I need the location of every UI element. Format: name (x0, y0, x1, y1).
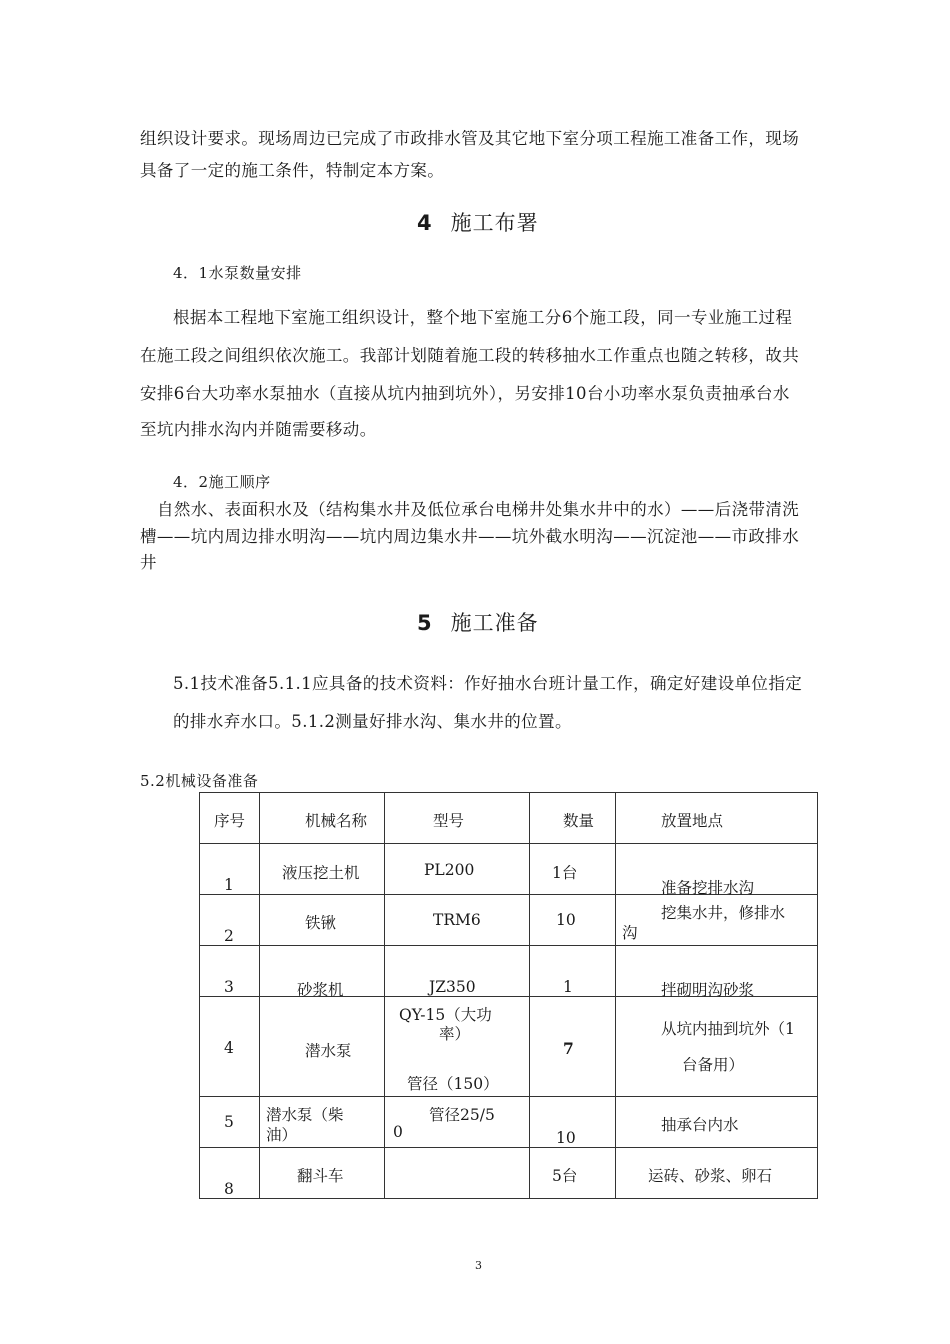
row-5-qty: 10 (556, 1129, 576, 1147)
row-1-name: 液压挖土机 (282, 864, 360, 882)
row-4-qty: 7 (563, 1039, 574, 1058)
section-5-number: 5 (417, 611, 433, 635)
row-4-model-line-2: 率） (439, 1025, 471, 1043)
section-4-title: 施工布署 (450, 211, 539, 235)
sequence-line-1: 自然水、表面积水及（结构集水井及低位承台电梯井处集水井中的水）——后浇带清洗 (157, 500, 800, 519)
paragraph-4-1-line-4: 至坑内排水沟内并随需要移动。 (140, 420, 377, 439)
row-3-place: 拌砌明沟砂浆 (661, 981, 755, 999)
subsection-4-2-label: 4．2施工顺序 (173, 473, 271, 491)
row-4-name: 潜水泵 (305, 1042, 352, 1060)
tech-prep-line-1: 5.1技术准备5.1.1应具备的技术资料：作好抽水台班计量工作，确定好建设单位指定 (173, 674, 803, 693)
row-5-place: 抽承台内水 (661, 1116, 739, 1134)
paragraph-4-1-line-2: 在施工段之间组织依次施工。我部计划随着施工段的转移抽水工作重点也随之转移，故共 (140, 346, 800, 365)
row-4-model-line-1: QY-15（大功 (399, 1006, 492, 1024)
header-model: 型号 (433, 812, 465, 830)
row-1-no: 1 (224, 876, 234, 894)
sequence-line-2: 槽——坑内周边排水明沟——坑内周边集水井——坑外截水明沟——沉淀池——市政排水 (140, 527, 800, 546)
row-5-model-line-1: 管径25/5 (429, 1106, 495, 1124)
header-no: 序号 (214, 812, 246, 830)
row-2-qty: 10 (556, 911, 576, 929)
row-6-qty: 5台 (552, 1167, 578, 1185)
equipment-table (199, 792, 818, 1199)
intro-line-1: 组织设计要求。现场周边已完成了市政排水管及其它地下室分项工程施工准备工作，现场 (140, 129, 800, 148)
row-4-place-line-2: 台备用） (682, 1056, 745, 1074)
header-name: 机械名称 (305, 812, 368, 830)
table-row (200, 844, 818, 895)
row-5-name-line-1: 潜水泵（柴 (266, 1106, 344, 1124)
subsection-4-1-label: 4．1水泵数量安排 (173, 264, 302, 282)
sequence-line-3: 井 (140, 553, 157, 572)
row-3-name: 砂浆机 (297, 981, 344, 999)
table-row (200, 895, 818, 946)
row-2-place-line-1: 挖集水井，修排水 (661, 904, 786, 922)
section-5-title: 施工准备 (450, 611, 539, 635)
paragraph-4-1-line-1: 根据本工程地下室施工组织设计，整个地下室施工分6个施工段，同一专业施工过程 (173, 308, 793, 327)
row-1-model: PL200 (424, 861, 475, 879)
table-row (200, 997, 818, 1097)
section-4-number: 4 (417, 211, 433, 235)
row-5-model-line-2: 0 (393, 1123, 403, 1141)
row-4-no: 4 (224, 1039, 234, 1057)
table-row (200, 1148, 818, 1199)
row-3-qty: 1 (563, 978, 573, 996)
row-1-place: 准备挖排水沟 (661, 879, 755, 897)
intro-line-2: 具备了一定的施工条件，特制定本方案。 (140, 161, 445, 180)
row-2-model: TRM6 (433, 911, 481, 929)
tech-prep-line-2: 的排水弃水口。5.1.2测量好排水沟、集水井的位置。 (173, 712, 572, 731)
row-5-no: 5 (224, 1113, 234, 1131)
row-2-no: 2 (224, 927, 234, 945)
row-2-place-line-2: 沟 (622, 924, 638, 942)
equipment-label: 5.2机械设备准备 (140, 772, 259, 790)
page-number: 3 (475, 1259, 482, 1272)
row-3-model: JZ350 (429, 978, 476, 996)
paragraph-4-1-line-3: 安排6台大功率水泵抽水（直接从坑内抽到坑外），另安排10台小功率水泵负责抽承台水 (140, 384, 790, 403)
header-place: 放置地点 (661, 812, 724, 830)
section-5-heading (417, 607, 539, 637)
row-5-name-line-2: 油） (266, 1126, 298, 1144)
row-3-no: 3 (224, 978, 234, 996)
table-header-row (200, 793, 818, 844)
row-6-place: 运砖、砂浆、卵石 (648, 1167, 773, 1185)
row-6-name: 翻斗车 (297, 1167, 344, 1185)
row-1-qty: 1台 (552, 864, 578, 882)
table-row (200, 946, 818, 997)
row-4-model-line-3: 管径（150） (407, 1075, 499, 1093)
table-row (200, 1097, 818, 1148)
row-6-no: 8 (224, 1180, 234, 1198)
section-4-heading (417, 207, 539, 237)
header-qty: 数量 (563, 812, 595, 830)
row-4-place-line-1: 从坑内抽到坑外（1 (661, 1020, 795, 1038)
row-2-name: 铁锹 (305, 914, 337, 932)
